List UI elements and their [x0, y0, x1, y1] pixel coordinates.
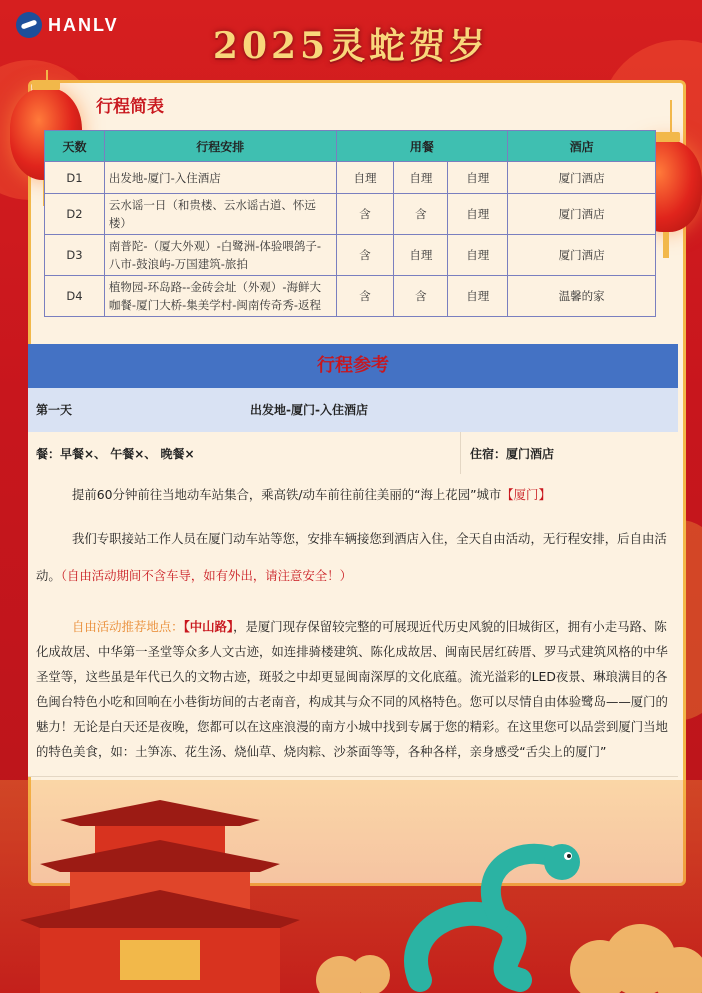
meal-cell: 含	[336, 194, 394, 235]
meal-cell: 含	[394, 276, 448, 317]
day-description	[28, 474, 678, 777]
meal-stay-row	[28, 432, 678, 475]
summary-title: 行程简表	[96, 97, 164, 117]
meal-cell: 自理	[448, 194, 508, 235]
highlight-text: 【中山路】	[183, 619, 234, 634]
paragraph-text: ，是厦门现存保留较完整的可展现近代历史风貌的旧城街区，拥有小走马路、陈化成故居、中华第一圣堂等众多人文古迹，如连排骑楼建筑、陈化成故居、闽南民居红砖厝、罗马式建筑风格的中华圣堂等，这些虽是年代已久的文物古迹，斑驳之中却更显闽南深厚的文化底蕴。流光溢彩的LED夜景、琳琅满目的各色闽台特色小吃和回响在小巷街坊间的古老南音，构成其与众不同的风格特色。您可以尽情自由体验鹭岛——厦门的魅力！无论是白天还是夜晚，您都可以在这座浪漫的南方小城中找到专属于您的精彩。在这里您可以品尝到厦门当地的特色美食，如：土笋冻、花生汤、烧仙草、烧肉粽、沙茶面等等，各种各样，亲身感受“舌尖上的厦门”	[36, 619, 668, 759]
meal-cell: 含	[394, 194, 448, 235]
column-header: 天数	[45, 131, 105, 162]
safety-note: （自由活动期间不含车导，如有外出，请注意安全！）	[60, 568, 352, 583]
plan-cell: 南普陀-（厦大外观）-白鹭洲-体验喂鸽子-八市-鼓浪屿-万国建筑-旅拍	[104, 235, 336, 276]
meal-cell: 自理	[394, 235, 448, 276]
meal-cell: 自理	[448, 162, 508, 194]
divider	[460, 432, 461, 474]
stay-info: 住宿：厦门酒店	[470, 447, 555, 461]
paragraph-text: 我们专职接站工作人员在厦门动车站等您，安排车辆接您到酒店入住，全天自由活动，无行程安排，后自由活动。	[36, 531, 667, 583]
meal-cell: 自理	[448, 235, 508, 276]
meal-cell: 含	[336, 235, 394, 276]
plan-cell: 植物园-环岛路--金砖会址（外观）-海鲜大咖餐-厦门大桥-集美学村-闽南传奇秀-返程	[104, 276, 336, 317]
hotel-cell: 厦门酒店	[508, 162, 656, 194]
logo-text: HANLV	[48, 14, 119, 35]
plan-cell: 云水谣一日（和贵楼、云水谣古道、怀远楼）	[104, 194, 336, 235]
day-cell: D1	[45, 162, 105, 194]
table-row	[45, 235, 656, 276]
day-route: 出发地-厦门-入住酒店	[250, 403, 368, 417]
meal-cell: 自理	[448, 276, 508, 317]
paragraph-text: 提前60分钟前往当地动车站集合，乘高铁/动车前往前往美丽的“海上花园”城市	[72, 487, 502, 502]
meals-info: 餐：早餐×、 午餐×、 晚餐×	[36, 447, 195, 461]
column-header: 行程安排	[104, 131, 336, 162]
festival-illustration	[0, 780, 702, 993]
meal-cell: 自理	[336, 162, 394, 194]
table-row	[45, 162, 656, 194]
day-label: 第一天	[36, 403, 73, 417]
hotel-cell: 温馨的家	[508, 276, 656, 317]
table-header-row	[45, 131, 656, 162]
highlight-text: 【厦门】	[501, 487, 551, 502]
table-row	[45, 194, 656, 235]
column-header: 酒店	[508, 131, 656, 162]
plan-cell: 出发地-厦门-入住酒店	[104, 162, 336, 194]
day-cell: D2	[45, 194, 105, 235]
table-row	[45, 276, 656, 317]
meal-cell: 自理	[394, 162, 448, 194]
paragraph-1	[36, 482, 672, 507]
hotel-cell: 厦门酒店	[508, 194, 656, 235]
column-header: 用餐	[336, 131, 508, 162]
day-header-row	[28, 388, 678, 433]
recommend-label: 自由活动推荐地点：	[72, 619, 184, 634]
paragraph-2	[36, 520, 672, 594]
paragraph-3	[36, 614, 672, 764]
meal-cell: 含	[336, 276, 394, 317]
page-title: 2025灵蛇贺岁	[212, 25, 490, 67]
itinerary-summary-table	[44, 130, 656, 317]
hotel-cell: 厦门酒店	[508, 235, 656, 276]
reference-title: 行程参考	[28, 344, 678, 388]
day-cell: D4	[45, 276, 105, 317]
day-cell: D3	[45, 235, 105, 276]
